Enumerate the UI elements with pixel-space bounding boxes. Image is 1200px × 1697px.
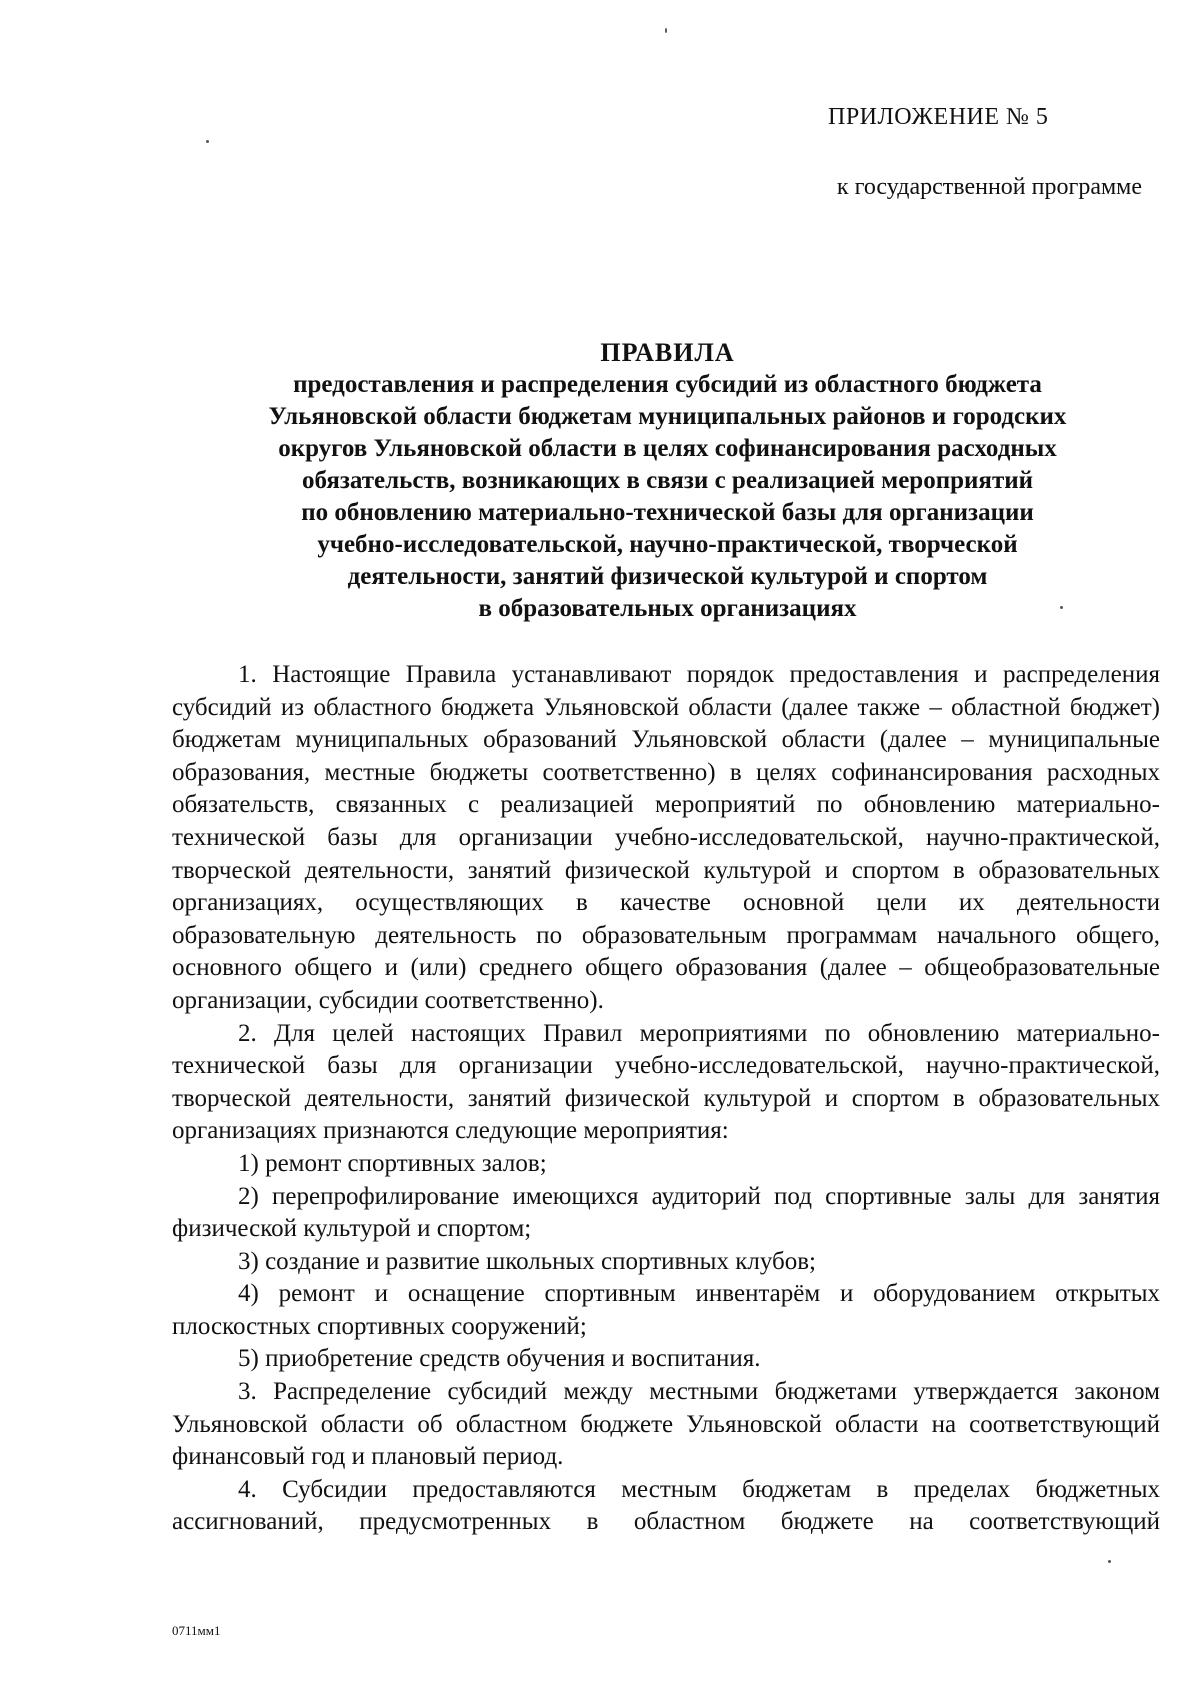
document-body [172,659,1160,1539]
appendix-title [700,104,1100,131]
heading-line: учебно-исследовательской, научно-практической, творческой [317,531,1018,558]
heading-line: в образовательных организациях [478,595,857,622]
list-item-1: 1) ремонт спортивных залов; [238,1149,547,1177]
heading-line: округов Ульяновской области в целях софинансирования расходных [278,435,1057,462]
heading-line: Ульяновской области бюджетам муниципальных районов и городских [268,403,1067,430]
appendix-subtitle: к государственной программе [836,174,1142,200]
list-item-2: 2) перепрофилирование имеющихся аудиторий под спортивные залы для занятия физической культурой и спортом; [172,1182,1160,1243]
scan-speck [1060,606,1063,609]
paragraph-3: 3. Распределение субсидий между местными бюджетами утверждается законом Ульяновской области об областном бюджете Ульяновской области на соответствующий финансовый год и плановый период. [172,1378,1160,1471]
heading-line: деятельности, занятий физической культурой и спортом [347,563,988,590]
heading-line: обязательств, возникающих в связи с реализацией мероприятий [301,467,1034,494]
paragraph-2: 2. Для целей настоящих Правил мероприятиями по обновлению материально-технической базы для организации учебно-исследовательской, научно-практической, творческой деятельности, занятий физической культурой и спортом в образовательных организациях признаются следующие мероприятия: [172,1019,1160,1145]
list-item-3: 3) создание и развитие школьных спортивных клубов; [238,1247,816,1275]
appendix-title-text: ПРИЛОЖЕНИЕ № 5 [828,104,1049,130]
heading-line: по обновлению материально-технической базы для организации [301,499,1034,526]
scan-speck [665,28,667,33]
list-item-5: 5) приобретение средств обучения и воспитания. [238,1345,761,1373]
list-item-4: 4) ремонт и оснащение спортивным инвентарём и оборудованием открытых плоскостных спортивных сооружений; [172,1280,1160,1340]
footer-code: 0711мм1 [172,1623,221,1638]
scan-speck [1108,1560,1111,1563]
paragraph-4: 4. Субсидии предоставляются местным бюджетам в пределах бюджетных ассигнований, предусмотренных в областном бюджете на соответствующий [172,1475,1160,1536]
heading-line: предоставления и распределения субсидий из областного бюджета [293,371,1042,398]
heading-title: ПРАВИЛА [600,338,735,367]
document-heading [170,337,1165,625]
scan-speck [206,140,209,143]
paragraph-1: 1. Настоящие Правила устанавливают порядок предоставления и распределения субсидий из областного бюджета Ульяновской области (далее также – областной бюджет) бюджетам муниципальных образований Ульяновской области (далее – муниципальные образования, местные бюджеты соответственно) в целях софинансирования расходных обязательств, связанных с реализацией мероприятий по обновлению материально-технической базы для организации учебно-исследовательской, научно-практической, творческой деятельности, занятий физической культурой и спортом в образовательных организациях, осуществляющих в качестве основной цели их деятельности образовательную деятельность по образовательным программам начального общего, основного общего и (или) среднего общего образования (далее – общеобразовательные организации, субсидии соответственно). [172,661,1160,1014]
